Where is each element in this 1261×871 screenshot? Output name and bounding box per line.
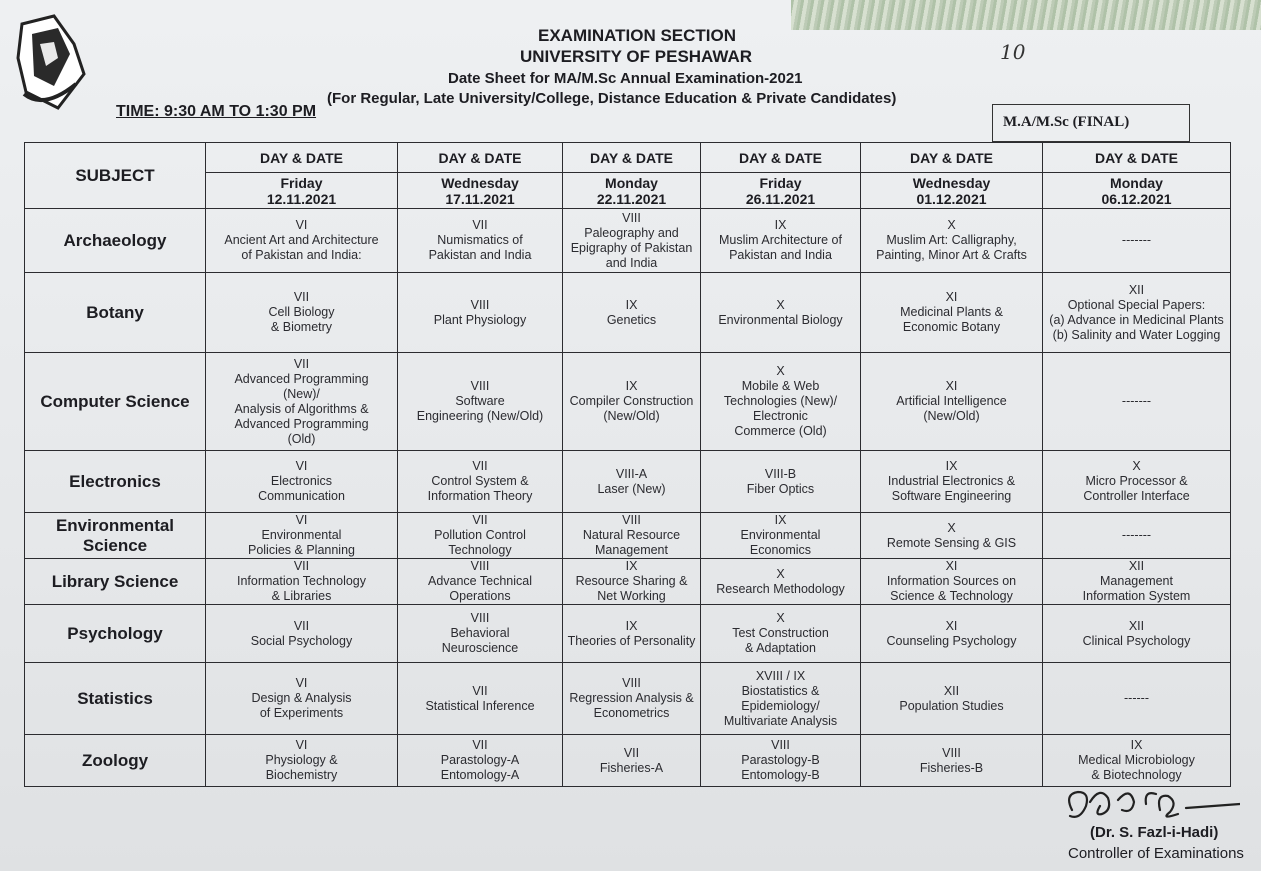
paper-cell	[206, 735, 398, 787]
subject-name	[25, 451, 206, 513]
paper-title-line: Pakistan and India	[428, 248, 532, 262]
paper-title-line: (Old)	[287, 431, 316, 446]
table-row	[25, 605, 1231, 663]
exam-date: 12.11.2021	[266, 190, 337, 207]
paper-cell	[701, 605, 861, 663]
paper-title-line: Economics	[749, 543, 812, 557]
paper-cell	[398, 451, 563, 513]
paper-title-line: Controller Interface	[1083, 489, 1190, 503]
subject-name	[25, 559, 206, 605]
paper-code: VIII	[470, 611, 490, 625]
paper-title-line: Laser (New)	[597, 481, 666, 496]
paper-code: VII	[293, 618, 310, 633]
paper-cell	[1043, 735, 1231, 787]
exam-date: 06.12.2021	[1101, 190, 1172, 207]
paper-cell	[206, 559, 398, 605]
paper-code: VII	[293, 559, 310, 573]
subject-name-line: Archaeology	[63, 230, 167, 250]
paper-title-line: Fiber Optics	[746, 481, 815, 496]
paper-cell	[701, 663, 861, 735]
paper-cell	[861, 273, 1043, 353]
handwritten-page-number: 10	[1000, 40, 1026, 64]
paper-cell	[861, 513, 1043, 559]
paper-title-line: Advance Technical	[427, 574, 532, 588]
controller-title: Controller of Examinations	[1068, 845, 1244, 862]
paper-title-line: (New/Old)	[923, 409, 980, 423]
paper-title-line: Control System &	[431, 474, 529, 488]
controller-signature	[1060, 780, 1240, 830]
paper-cell	[398, 663, 563, 735]
paper-title-line: Social Psychology	[250, 633, 353, 648]
paper-code: XI	[945, 559, 958, 573]
exam-date: 17.11.2021	[445, 190, 515, 207]
paper-code: -------	[1121, 394, 1152, 408]
paper-title-line: Optional Special Papers:	[1067, 297, 1206, 312]
paper-title-line: Physiology &	[265, 753, 338, 767]
paper-title-line: Electronics	[270, 474, 333, 488]
paper-code: VII	[293, 290, 310, 304]
paper-code: IX	[625, 618, 638, 633]
paper-title-line: Medical Microbiology	[1078, 753, 1195, 767]
paper-code: X	[947, 520, 956, 535]
paper-title-line: Biostatistics &	[741, 683, 820, 698]
paper-cell	[206, 605, 398, 663]
paper-title-line: Natural Resource	[582, 528, 681, 542]
paper-code: XI	[945, 290, 958, 304]
paper-title-line: Resource Sharing &	[575, 574, 688, 588]
exam-date: 01.12.2021	[916, 190, 987, 207]
table-date-row	[25, 173, 1231, 209]
exam-date-header	[1043, 173, 1231, 209]
paper-cell	[206, 273, 398, 353]
paper-cell	[563, 209, 701, 273]
paper-title-line: Epidemiology/	[741, 698, 820, 713]
paper-title-line: Parastology-B	[741, 753, 820, 767]
paper-title-line: Environmental	[261, 528, 342, 542]
paper-code: VII	[472, 683, 488, 698]
paper-code: VIII	[622, 513, 641, 527]
paper-title-line: Micro Processor &	[1085, 474, 1188, 488]
paper-code: VIII	[771, 738, 790, 752]
exam-day: Wednesday	[441, 174, 519, 191]
paper-title-line: Paleography and	[584, 225, 679, 240]
paper-title-line: Behavioral	[450, 626, 510, 640]
paper-code: VI	[295, 513, 308, 527]
subject-name	[25, 735, 206, 787]
paper-title-line: Fisheries-B	[919, 760, 984, 775]
paper-code: VII	[623, 745, 640, 760]
subject-name-line: Environmental	[55, 515, 175, 535]
paper-cell	[861, 209, 1043, 273]
paper-cell	[701, 559, 861, 605]
paper-title-line: (New)/	[283, 386, 320, 401]
paper-title-line: Cell Biology	[268, 305, 335, 319]
table-header-row	[25, 143, 1231, 173]
paper-code: XII	[943, 683, 960, 698]
paper-title-line: Regression Analysis &	[569, 691, 694, 705]
paper-cell	[701, 273, 861, 353]
paper-cell	[701, 451, 861, 513]
paper-title-line: Entomology-B	[741, 768, 820, 782]
paper-title-line: Multivariate Analysis	[723, 713, 838, 728]
paper-code: VIII	[470, 297, 490, 312]
paper-title-line: Muslim Art: Calligraphy,	[886, 233, 1017, 247]
paper-title-line: Commerce (Old)	[734, 424, 827, 438]
paper-title-line: Advanced Programming	[234, 416, 369, 431]
paper-code: IX	[625, 297, 638, 312]
paper-code: VIII	[470, 559, 490, 573]
paper-cell	[398, 273, 563, 353]
paper-cell	[861, 735, 1043, 787]
paper-title-line: Pakistan and India	[729, 248, 832, 262]
subject-name-line: Library Science	[51, 571, 179, 591]
subject-name	[25, 209, 206, 273]
paper-title-line: Information System	[1082, 589, 1191, 603]
paper-cell	[701, 513, 861, 559]
paper-cell	[1043, 273, 1231, 353]
subject-name	[25, 513, 206, 559]
paper-cell	[563, 559, 701, 605]
paper-title-line: & Biometry	[270, 320, 333, 334]
day-date-label: DAY & DATE	[1043, 143, 1231, 173]
paper-title-line: Electronic	[753, 409, 808, 423]
paper-title-line: Technologies (New)/	[723, 394, 838, 408]
university-logo	[14, 14, 88, 112]
paper-title-line: Parastology-A	[440, 753, 520, 767]
paper-cell	[563, 273, 701, 353]
exam-date-header	[206, 173, 398, 209]
paper-title-line: Policies & Planning	[247, 543, 355, 557]
table-row	[25, 451, 1231, 513]
paper-cell	[861, 559, 1043, 605]
exam-day: Monday	[605, 174, 658, 191]
header-examination-section: EXAMINATION SECTION	[538, 26, 737, 45]
paper-title-line: Information Sources on	[886, 574, 1017, 588]
paper-title-line: Ancient Art and Architecture	[224, 233, 379, 247]
subject-name	[25, 273, 206, 353]
paper-code: X	[1132, 459, 1141, 473]
paper-title-line: Test Construction	[732, 626, 829, 640]
paper-code: X	[776, 566, 785, 581]
paper-code: VIII	[622, 210, 641, 225]
paper-code: X	[776, 611, 785, 625]
paper-code: X	[776, 297, 785, 312]
paper-cell	[701, 735, 861, 787]
paper-title-line: Net Working	[597, 589, 666, 603]
exam-date: 26.11.2021	[745, 190, 816, 207]
paper-code: ------	[1124, 691, 1149, 705]
table-row	[25, 663, 1231, 735]
exam-time-label: TIME: 9:30 AM TO 1:30 PM	[116, 103, 317, 120]
exam-day: Monday	[1110, 174, 1163, 191]
subject-header: SUBJECT	[25, 143, 206, 209]
paper-code: VIII	[942, 745, 961, 760]
day-date-label: DAY & DATE	[701, 143, 861, 173]
paper-title-line: Advanced Programming	[234, 371, 369, 386]
paper-title-line: Operations	[449, 589, 511, 603]
paper-title-line: (b) Salinity and Water Logging	[1052, 327, 1221, 342]
header-date-sheet-title: Date Sheet for MA/M.Sc Annual Examination-2021	[448, 70, 803, 87]
paper-cell	[206, 209, 398, 273]
paper-title-line: Information Technology	[236, 574, 367, 588]
day-date-label: DAY & DATE	[861, 143, 1043, 173]
exam-date-header	[563, 173, 701, 209]
subject-name	[25, 353, 206, 451]
paper-title-line: Biochemistry	[265, 768, 338, 782]
paper-title-line: Population Studies	[899, 698, 1004, 713]
paper-title-line: of Experiments	[259, 706, 344, 720]
paper-code: VIII	[622, 676, 641, 690]
table-row	[25, 735, 1231, 787]
course-level-box: M.A/M.Sc (FINAL)	[992, 104, 1190, 142]
paper-cell	[398, 735, 563, 787]
paper-code: XI	[945, 379, 958, 393]
paper-title-line: & Libraries	[271, 589, 332, 603]
subject-name-line: Science	[82, 535, 148, 555]
paper-title-line: Painting, Minor Art & Crafts	[876, 248, 1027, 262]
paper-code: IX	[625, 379, 638, 393]
paper-title-line: Pollution Control	[434, 528, 526, 542]
paper-cell	[563, 735, 701, 787]
paper-code: IX	[774, 513, 787, 527]
paper-title-line: of Pakistan and India:	[241, 248, 362, 262]
paper-cell	[398, 353, 563, 451]
background-fabric	[791, 0, 1261, 30]
header-candidate-types: (For Regular, Late University/College, Distance Education & Private Candidates)	[327, 90, 897, 107]
paper-title-line: (a) Advance in Medicinal Plants	[1049, 312, 1224, 327]
paper-title-line: Numismatics of	[437, 233, 523, 247]
paper-code: XVIII / IX	[755, 668, 806, 683]
table-row	[25, 209, 1231, 273]
exam-day: Friday	[280, 174, 323, 191]
day-date-label: DAY & DATE	[206, 143, 398, 173]
subject-name-line: Statistics	[77, 688, 153, 708]
paper-code: X	[947, 218, 956, 232]
paper-title-line: Artificial Intelligence	[896, 394, 1007, 408]
paper-code: IX	[945, 459, 958, 473]
subject-name-line: Electronics	[69, 471, 161, 491]
paper-title-line: (New/Old)	[603, 409, 660, 423]
paper-title-line: & Biotechnology	[1091, 768, 1182, 782]
paper-cell	[861, 451, 1043, 513]
controller-name: (Dr. S. Fazl-i-Hadi)	[1090, 824, 1219, 841]
paper-title-line: Muslim Architecture of	[719, 233, 842, 247]
paper-cell	[1043, 663, 1231, 735]
paper-title-line: Plant Physiology	[433, 312, 527, 327]
paper-cell	[398, 209, 563, 273]
paper-cell	[563, 353, 701, 451]
paper-code: IX	[625, 559, 638, 573]
subject-name-line: Botany	[86, 302, 144, 322]
paper-title-line: Engineering (New/Old)	[416, 409, 544, 423]
paper-title-line: Industrial Electronics &	[887, 474, 1016, 488]
exam-day: Wednesday	[912, 174, 991, 191]
paper-title-line: Econometrics	[593, 706, 670, 720]
paper-code: VI	[295, 459, 308, 473]
paper-code: IX	[774, 218, 787, 232]
subject-name-line: Computer Science	[40, 391, 190, 411]
paper-cell	[398, 513, 563, 559]
paper-cell	[563, 451, 701, 513]
exam-date-header	[861, 173, 1043, 209]
paper-cell	[861, 353, 1043, 451]
paper-title-line: Environmental	[740, 528, 821, 542]
paper-title-line: Neuroscience	[441, 641, 519, 655]
table-row	[25, 513, 1231, 559]
paper-title-line: and India	[605, 255, 658, 270]
paper-title-line: Remote Sensing & GIS	[886, 535, 1017, 550]
day-date-label: DAY & DATE	[398, 143, 563, 173]
paper-title-line: Technology	[448, 543, 512, 557]
paper-title-line: Medicinal Plants &	[900, 305, 1003, 319]
paper-cell	[701, 209, 861, 273]
paper-title-line: Clinical Psychology	[1082, 633, 1191, 648]
paper-cell	[1043, 451, 1231, 513]
paper-code: VI	[295, 738, 308, 752]
paper-title-line: & Adaptation	[745, 641, 816, 655]
paper-title-line: Mobile & Web	[741, 379, 820, 393]
paper-title-line: Design & Analysis	[251, 691, 352, 705]
table-row	[25, 559, 1231, 605]
table-row	[25, 353, 1231, 451]
paper-title-line: Economic Botany	[902, 320, 1001, 334]
paper-code: VII	[472, 513, 488, 527]
paper-code: VI	[295, 676, 308, 690]
paper-title-line: Environmental Biology	[718, 312, 843, 327]
paper-title-line: Communication	[258, 489, 345, 503]
paper-cell	[206, 353, 398, 451]
day-date-label: DAY & DATE	[563, 143, 701, 173]
exam-date-header	[398, 173, 563, 209]
paper-title-line: Counseling Psychology	[886, 633, 1017, 648]
paper-title-line: Management	[595, 543, 668, 557]
paper-title-line: Management	[1100, 574, 1173, 588]
paper-code: VI	[295, 218, 308, 232]
paper-code: XI	[945, 618, 958, 633]
paper-code: -------	[1121, 233, 1152, 247]
paper-cell	[563, 605, 701, 663]
paper-code: IX	[1130, 738, 1143, 752]
paper-title-line: Genetics	[606, 312, 657, 327]
paper-code: XII	[1128, 559, 1145, 573]
paper-title-line: Science & Technology	[890, 589, 1013, 603]
subject-name-line: Zoology	[81, 750, 149, 770]
paper-cell	[1043, 559, 1231, 605]
paper-title-line: Theories of Personality	[567, 633, 696, 648]
paper-code: -------	[1121, 528, 1152, 542]
paper-title-line: Software Engineering	[891, 489, 1012, 503]
paper-title-line: Fisheries-A	[599, 760, 664, 775]
paper-cell	[861, 663, 1043, 735]
subject-name	[25, 663, 206, 735]
paper-cell	[563, 663, 701, 735]
paper-cell	[206, 513, 398, 559]
paper-cell	[206, 451, 398, 513]
paper-title-line: Statistical Inference	[425, 698, 535, 713]
paper-cell	[563, 513, 701, 559]
paper-title-line: Information Theory	[427, 489, 533, 503]
table-row	[25, 273, 1231, 353]
paper-code: VIII-A	[615, 466, 648, 481]
exam-date: 22.11.2021	[596, 190, 667, 207]
paper-title-line: Analysis of Algorithms &	[234, 401, 369, 416]
paper-title-line: Research Methodology	[716, 581, 845, 596]
paper-cell	[206, 663, 398, 735]
paper-cell	[398, 559, 563, 605]
paper-code: VIII	[470, 379, 490, 393]
paper-title-line: Epigraphy of Pakistan	[570, 240, 693, 255]
paper-code: VII	[472, 459, 488, 473]
paper-title-line: Software	[455, 394, 505, 408]
paper-code: VII	[293, 356, 310, 371]
date-sheet-table	[24, 142, 1231, 787]
exam-day: Friday	[759, 174, 802, 191]
paper-cell	[1043, 513, 1231, 559]
paper-cell	[398, 605, 563, 663]
paper-cell	[1043, 605, 1231, 663]
exam-date-header	[701, 173, 861, 209]
header-university-name: UNIVERSITY OF PESHAWAR	[520, 47, 753, 66]
paper-code: VII	[472, 218, 488, 232]
paper-title-line: Entomology-A	[440, 768, 520, 782]
paper-cell	[861, 605, 1043, 663]
paper-code: XII	[1128, 282, 1145, 297]
paper-title-line: Compiler Construction	[569, 394, 694, 408]
paper-code: VII	[472, 738, 488, 752]
subject-name-line: Psychology	[67, 623, 163, 643]
paper-cell	[1043, 209, 1231, 273]
paper-cell	[701, 353, 861, 451]
paper-code: VIII-B	[764, 466, 797, 481]
subject-name	[25, 605, 206, 663]
paper-code: XII	[1128, 618, 1145, 633]
paper-code: X	[776, 364, 785, 378]
paper-cell	[1043, 353, 1231, 451]
